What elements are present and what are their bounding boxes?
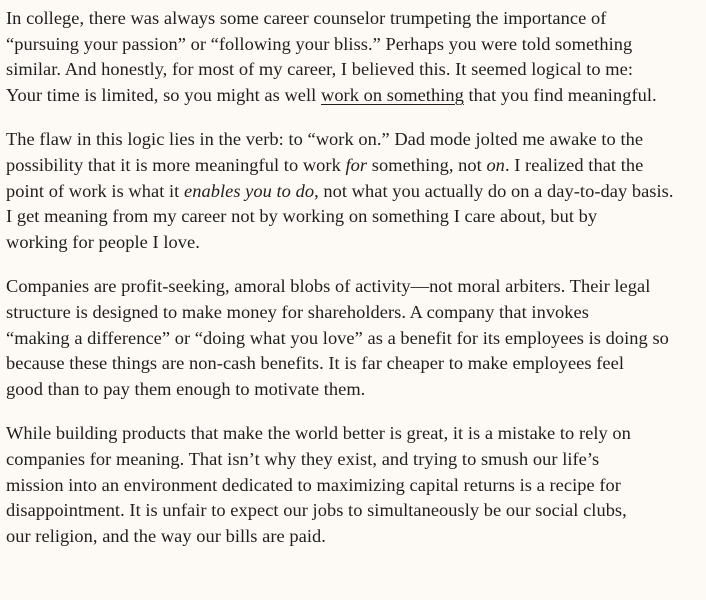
text-line: because these things are non-cash benefits. It is far cheaper to make employees feel xyxy=(6,353,624,374)
text-line: “making a difference” or “doing what you love” as a benefit for its employees is doing so xyxy=(6,327,669,348)
text-segment: possibility that it is more meaningful to work xyxy=(6,154,346,175)
text-line: structure is designed to make money for shareholders. A company that invokes xyxy=(6,301,589,322)
text-line: companies for meaning. That isn’t why they exist, and trying to smush our life’s xyxy=(6,448,600,469)
text-line: While building products that make the world better is great, it is a mistake to rely on xyxy=(6,423,631,444)
text-line xyxy=(6,179,700,205)
text-segment: Your time is limited, so you might as well xyxy=(6,84,321,105)
text-segment: point of work is what it xyxy=(6,180,184,201)
text-line: I get meaning from my career not by working on something I care about, but by xyxy=(6,206,598,227)
text-segment: that you find meaningful. xyxy=(463,84,657,105)
text-line xyxy=(6,153,700,179)
emphasis-enables: enables you to do xyxy=(184,180,315,201)
text-segment: . I realized that the xyxy=(504,154,644,175)
text-line xyxy=(6,83,700,109)
text-line: “pursuing your passion” or “following your bliss.” Perhaps you were told something xyxy=(6,33,633,54)
text-line: good than to pay them enough to motivate them. xyxy=(6,378,366,399)
paragraph-2 xyxy=(6,127,700,255)
emphasis-on: on xyxy=(486,154,505,175)
text-line: disappointment. It is unfair to expect our jobs to simultaneously be our social clubs, xyxy=(6,500,627,521)
text-line: The flaw in this logic lies in the verb: to “work on.” Dad mode jolted me awake to the xyxy=(6,129,644,150)
paragraph-4 xyxy=(6,421,700,549)
text-line: Companies are profit-seeking, amoral blobs of activity—not moral arbiters. Their legal xyxy=(6,276,651,297)
paragraph-1 xyxy=(6,6,700,108)
emphasis-for: for xyxy=(345,154,368,175)
text-line: our religion, and the way our bills are paid. xyxy=(6,525,326,546)
text-line: working for people I love. xyxy=(6,231,200,252)
work-on-something-link[interactable]: work on something xyxy=(320,84,464,105)
paragraph-3 xyxy=(6,274,700,402)
text-segment: , not what you actually do on a day-to-day basis. xyxy=(314,180,674,201)
text-line: In college, there was always some career counselor trumpeting the importance of xyxy=(6,8,607,28)
text-segment: something, not xyxy=(367,154,487,175)
text-line: similar. And honestly, for most of my career, I believed this. It seemed logical to me: xyxy=(6,59,634,80)
text-line: mission into an environment dedicated to maximizing capital returns is a recipe for xyxy=(6,474,621,495)
